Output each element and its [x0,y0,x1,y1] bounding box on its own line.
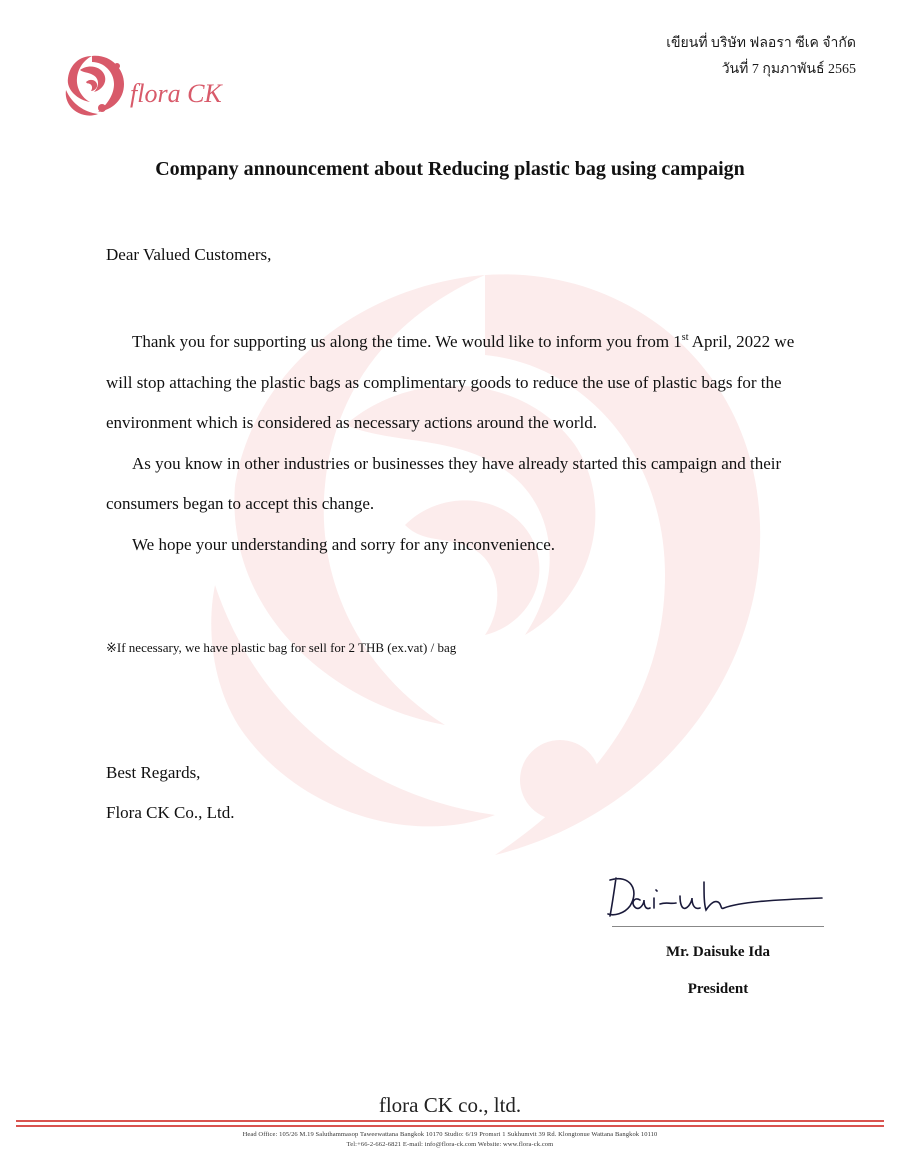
footer-company-name: flora CK co., ltd. [378,1093,522,1117]
plastic-bag-note: ※If necessary, we have plastic bag for sell for 2 THB (ex.vat) / bag [106,640,457,655]
footer-rule-bottom [16,1125,884,1127]
closing-block [106,753,234,833]
date-line: วันที่ 7 กุมภาพันธ์ 2565 [721,62,856,77]
best-regards: Best Regards, [106,763,201,782]
signer-role: President [687,981,749,997]
paragraph-3: We hope your understanding and sorry for any inconvenience. [132,534,556,554]
footer-rule-top [16,1120,884,1122]
paragraph-1-text-a: Thank you for supporting us along the time. We would like to inform you from 1 [132,332,682,351]
flora-ck-swirl-logo-icon [66,56,124,116]
footer-address: Head Office: 105/26 M.19 Saluthammasop Taweewattana Bangkok 10170 Studio: 6/19 Promsri 1 Sukhumvit 39 Rd. Klongtonue Wattana Bangkok 10110 [242,1131,658,1138]
flora-ck-logo [62,48,252,128]
letter-body [106,322,796,565]
footer-contact: Tel:+66-2-662-6821 E-mail: info@flora-ck.com Website: www.flora-ck.com [346,1141,554,1148]
paragraph-1-text-b: April, 2022 we will stop attaching the plastic bags as complimentary goods to reduce the use of plastic bags for the environment which is considered as necessary actions around the world. [106,332,795,432]
company-name: Flora CK Co., Ltd. [106,803,235,822]
signature-line [612,926,824,927]
ordinal-suffix: st [681,332,689,343]
sender-block [666,31,856,83]
handwritten-signature [600,870,825,930]
announcement-title: Company announcement about Reducing plastic bag using campaign [155,158,745,180]
paragraph-2: As you know in other industries or businesses they have already started this campaign and their consumers began to accept this change. [106,453,782,513]
sender-line: เขียนที่ บริษัท ฟลอรา ซีเค จำกัด [666,36,856,51]
signer-name: Mr. Daisuke Ida [665,944,771,960]
logo-text: flora CK [130,79,222,108]
paragraph-1 [106,322,796,444]
greeting: Dear Valued Customers, [106,245,272,264]
